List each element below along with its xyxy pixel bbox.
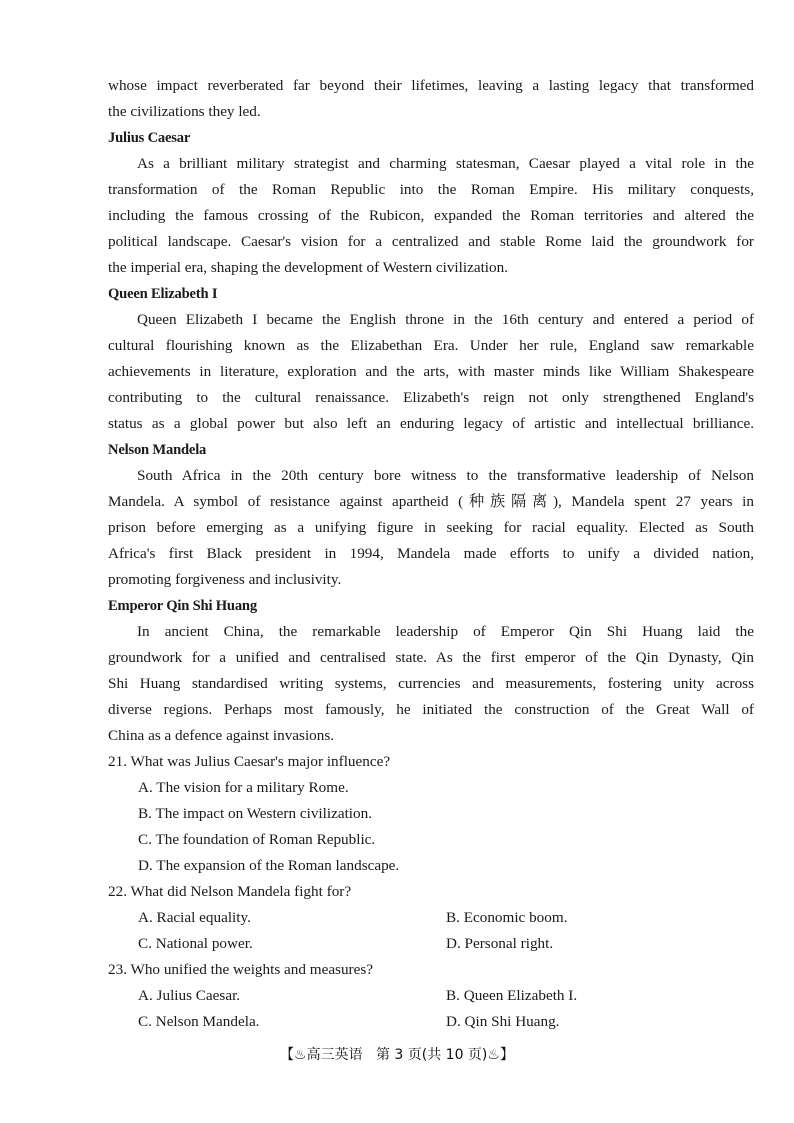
intro-line: the civilizations they led. — [108, 103, 261, 120]
paragraph-line: Africa's first Black president in 1994, Mandela made efforts to unify a divided nation, — [108, 545, 754, 562]
paragraph-line: prison before emerging as a unifying figure in seeking for racial equality. Elected as South — [108, 519, 754, 536]
section-paragraph — [108, 307, 754, 437]
paragraph-line: cultural flourishing known as the Elizabethan Era. Under her rule, England saw remarkable — [108, 337, 754, 354]
section-paragraph — [108, 151, 754, 281]
answer-option-a: A. The vision for a military Rome. — [138, 779, 349, 796]
option-row — [108, 905, 754, 931]
footer-page-number: 第 3 页(共 10 页) — [375, 1047, 488, 1063]
section-qin-shi-huang — [108, 593, 754, 749]
paragraph-line: political landscape. Caesar's vision for a centralized and stable Rome laid the groundwork for — [108, 233, 754, 250]
paragraph-line: In ancient China, the remarkable leadership of Emperor Qin Shi Huang laid the — [137, 623, 754, 640]
question-23 — [108, 957, 754, 1035]
paragraph-line: groundwork for a unified and centralised state. As the first emperor of the Qin Dynasty, Qin — [108, 649, 754, 666]
answer-option-c: C. Nelson Mandela. — [138, 1013, 260, 1030]
hot-springs-logo-icon: ♨ — [487, 1047, 500, 1063]
question-stem: 23. Who unified the weights and measures? — [108, 961, 374, 978]
answer-option-a: A. Julius Caesar. — [138, 987, 241, 1004]
intro-paragraph — [108, 73, 754, 125]
intro-line: whose impact reverberated far beyond their lifetimes, leaving a lasting legacy that transformed — [108, 77, 754, 94]
section-queen-elizabeth — [108, 281, 754, 437]
answer-option-d: D. The expansion of the Roman landscape. — [138, 857, 400, 874]
answer-option-d: D. Qin Shi Huang. — [446, 1013, 560, 1030]
question-stem: 22. What did Nelson Mandela fight for? — [108, 883, 352, 900]
footer-subject: 高三英语 — [306, 1047, 363, 1063]
option-row — [108, 1009, 754, 1035]
paragraph-line: the imperial era, shaping the development of Western civilization. — [108, 259, 508, 276]
hot-springs-logo-icon: ♨ — [294, 1047, 307, 1063]
answer-option-c: C. National power. — [138, 935, 253, 952]
section-heading: Emperor Qin Shi Huang — [108, 598, 257, 614]
paragraph-line: As a brilliant military strategist and charming statesman, Caesar played a vital role in the — [137, 155, 754, 172]
option-row — [108, 931, 754, 957]
answer-option-d: D. Personal right. — [446, 935, 554, 952]
section-julius-caesar — [108, 125, 754, 281]
answer-option-a: A. Racial equality. — [138, 909, 251, 926]
paragraph-line: status as a global power but also left an enduring legacy of artistic and intellectual brilliance. — [108, 415, 754, 432]
paragraph-line: South Africa in the 20th century bore witness to the transformative leadership of Nelson — [137, 467, 754, 484]
paragraph-line: Mandela. A symbol of resistance against apartheid (种族隔离), Mandela spent 27 years in — [108, 493, 754, 510]
section-paragraph — [108, 619, 754, 749]
paragraph-line: Shi Huang standardised writing systems, currencies and measurements, fostering unity across — [108, 675, 754, 692]
paragraph-line: achievements in literature, exploration and the arts, with master minds like William Shakespeare — [108, 363, 754, 380]
section-heading: Julius Caesar — [108, 130, 191, 146]
section-paragraph — [108, 463, 754, 593]
option-row — [108, 983, 754, 1009]
paragraph-line: transformation of the Roman Republic into the Roman Empire. His military conquests, — [108, 181, 754, 198]
paragraph-line: promoting forgiveness and inclusivity. — [108, 571, 342, 588]
footer-bracket-close: 】 — [499, 1047, 514, 1063]
exam-page — [108, 73, 754, 1035]
section-heading: Queen Elizabeth I — [108, 286, 218, 302]
paragraph-line: contributing to the cultural renaissance. Elizabeth's reign not only strengthened England's — [108, 389, 754, 406]
section-heading: Nelson Mandela — [108, 442, 207, 458]
answer-option-b: B. Economic boom. — [446, 909, 568, 926]
question-21 — [108, 749, 754, 879]
answer-option-b: B. Queen Elizabeth I. — [446, 987, 578, 1004]
page-footer — [0, 1044, 794, 1064]
paragraph-line: Queen Elizabeth I became the English throne in the 16th century and entered a period of — [137, 311, 754, 328]
question-stem: 21. What was Julius Caesar's major influence? — [108, 753, 391, 770]
paragraph-line: including the famous crossing of the Rubicon, expanded the Roman territories and altered the — [108, 207, 754, 224]
footer-bracket-open: 【 — [280, 1047, 295, 1063]
paragraph-line: diverse regions. Perhaps most famously, he initiated the construction of the Great Wall of — [108, 701, 754, 718]
paragraph-line: China as a defence against invasions. — [108, 727, 335, 744]
question-22 — [108, 879, 754, 957]
answer-option-b: B. The impact on Western civilization. — [138, 805, 372, 822]
section-nelson-mandela — [108, 437, 754, 593]
answer-option-c: C. The foundation of Roman Republic. — [138, 831, 376, 848]
